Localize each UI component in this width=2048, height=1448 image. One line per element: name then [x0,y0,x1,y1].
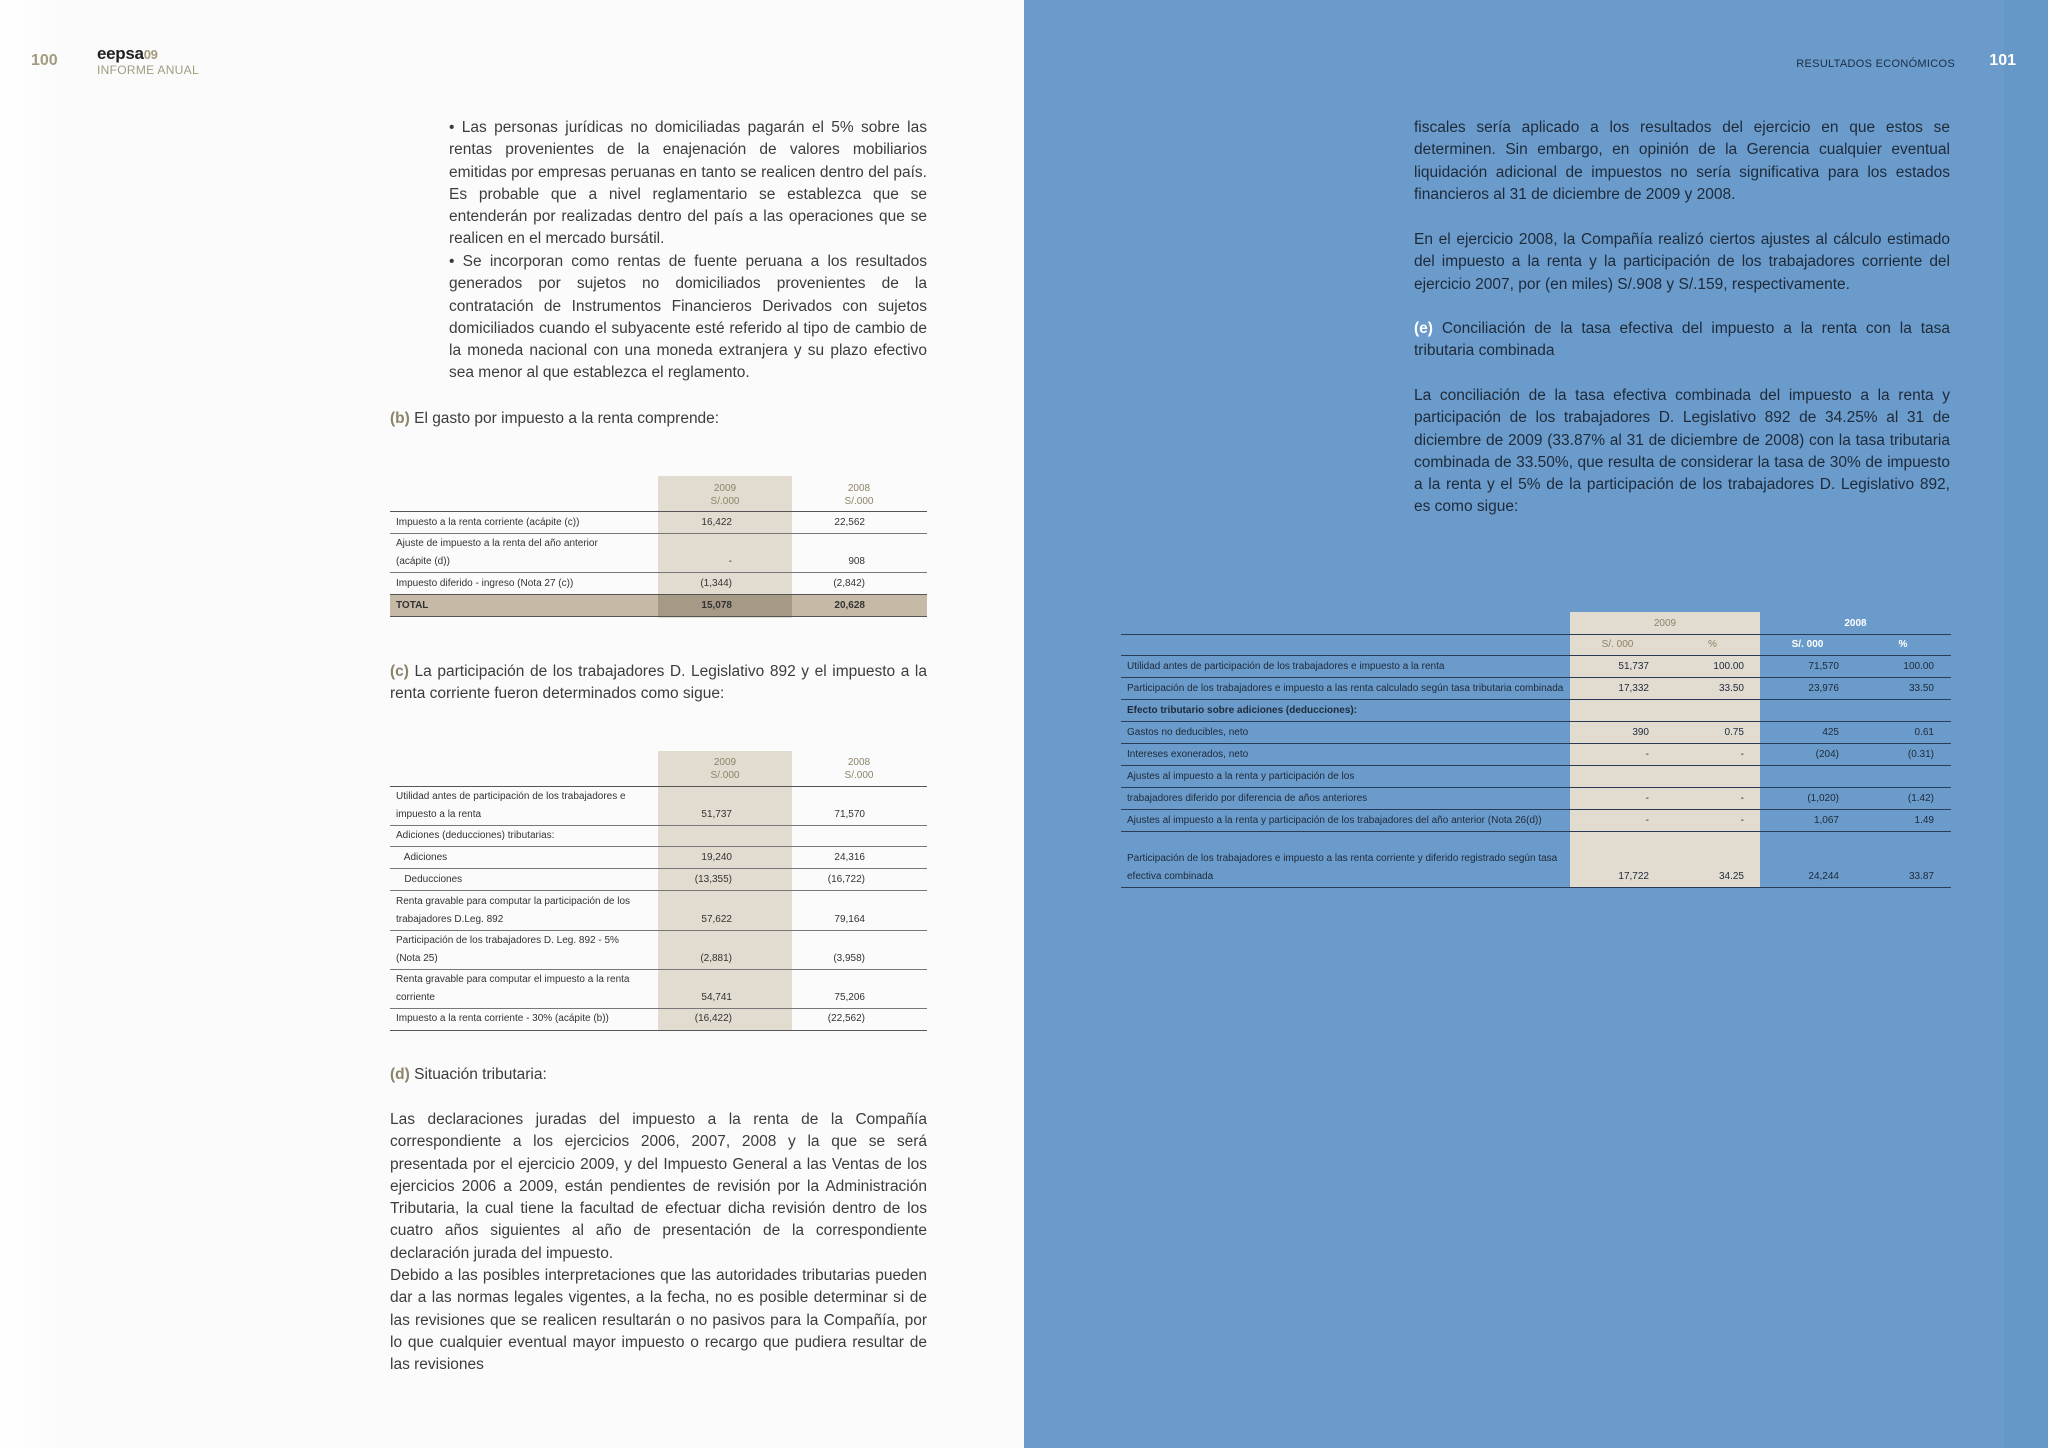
row-label: Adiciones [396,852,448,863]
divider [1121,743,1951,744]
row-value-2008: 22,562 [834,517,865,528]
section-b-heading [390,408,927,430]
row-value-2008: 908 [848,556,865,567]
value-2009: - [1645,793,1649,804]
page-number-left: 100 [31,52,58,69]
section-d-text: Situación tributaria: [409,1066,547,1083]
row-label: Adiciones (deducciones) tributarias: [396,830,555,841]
divider [390,825,927,826]
row-value-2009: 57,622 [701,914,732,925]
pct-2008: (1.42) [1907,793,1934,804]
divider [1121,655,1951,656]
divider [1121,831,1951,832]
row-label: Ajuste de impuesto a la renta del año anterior [396,538,598,549]
value-2008: 425 [1822,727,1839,738]
row-value-2008: (2,842) [833,578,865,589]
divider [1121,699,1951,700]
col2-header [792,482,926,508]
row-label: Impuesto diferido - ingreso (Nota 27 (c)) [396,578,574,589]
row-value-2009: (13,355) [694,874,732,885]
row-value-2008: 79,164 [834,914,865,925]
row-label: Utilidad antes de participación de los trabajadores e impuesto a la renta [1127,661,1445,672]
col2-header [792,756,926,782]
page-number-right: 101 [1989,52,2016,69]
total-label: TOTAL [396,600,429,611]
row-label: Renta gravable para computar la participación de los [396,896,631,907]
table-participation [390,751,927,1031]
section-d-paragraph-1: Las declaraciones juradas del impuesto a la renta de la Compañía correspondiente a los ejercicios 2006, 2007, 2008 y la que se será presentada por el ejercicio 2009, y del Impuesto General a las Ventas de los ejercicios 2006 a 2009, están pendientes de revisión por la Administración Tributaria, la cual tiene la facultad de efectuar dicha revisión dentro de los cuatro años siguientes al año de presentación de la correspondiente declaración jurada del impuesto. [390,1111,927,1262]
divider [390,969,927,970]
right-paragraph-2: En el ejercicio 2008, la Compañía realizó ciertos ajustes al cálculo estimado del impuesto a la renta y la participación de los trabajadores corriente del ejercicio 2007, por (en miles) S/.908 y S/.159, respectivamente. [1414,231,1950,293]
col2-unit: S/.000 [844,496,874,507]
section-e-label: (e) [1414,320,1433,337]
divider [390,786,927,787]
row-label: Intereses exonerados, neto [1127,749,1249,760]
row-label: trabajadores diferido por diferencia de años anteriores [1127,793,1368,804]
row-value-2009: 19,240 [701,852,732,863]
value-2008: (1,020) [1807,793,1839,804]
col1-year: 2009 [713,483,737,494]
value-2008: 1,067 [1813,815,1839,826]
row-value-2008: 75,206 [834,992,865,1003]
divider [1121,787,1951,788]
section-c-label: (c) [390,663,409,680]
divider [390,511,927,512]
row-value-2008: (16,722) [827,874,865,885]
total-value-2009: 15,078 [701,600,732,611]
row-label: Ajustes al impuesto a la renta y participación de los trabajadores del año anterior (Nota 26(d)) [1127,815,1542,826]
row-label: Gastos no deducibles, neto [1127,727,1249,738]
row-value-2009: (1,344) [700,578,732,589]
divider [1121,765,1951,766]
row-label-cont: impuesto a la renta [396,809,482,820]
value-2009: 390 [1632,727,1649,738]
final-pct-2008: 33.87 [1908,871,1934,882]
divider [1121,721,1951,722]
section-d-label: (d) [390,1066,410,1083]
section-b-text: El gasto por impuesto a la renta comprende: [409,410,720,427]
row-value-2009: 16,422 [701,517,732,528]
bullet-paragraph-2: • Se incorporan como rentas de fuente peruana a los resultados generados por sujetos no domiciliados provenientes de la contratación de Instrumentos Financieros Derivados con sujetos domiciliados cuando el subyacente esté referido al tipo de cambio de la moneda nacional con una moneda extranjera y su plazo efectivo sea menor al que establezca el reglamento. [449,253,927,382]
section-e-text: Conciliación de la tasa efectiva del impuesto a la renta con la tasa tributaria combinada [1414,320,1950,360]
section-title: RESULTADOS ECONÓMICOS [1796,58,1955,70]
pct-2008: 33.50 [1908,683,1934,694]
divider [390,1030,927,1031]
col2-year: 2008 [847,757,871,768]
value-2009: - [1645,815,1649,826]
row-value-2008: (3,958) [833,953,865,964]
brand-subtitle: INFORME ANUAL [97,63,199,77]
row-label-cont: (acápite (d)) [396,556,450,567]
value-2009: 51,737 [1618,661,1649,672]
pct-2009: 33.50 [1718,683,1744,694]
pct-2009: 100.00 [1713,661,1744,672]
divider [1121,809,1951,810]
total-value-2008: 20,628 [834,600,865,611]
brand-year: 09 [143,47,158,62]
row-label-cont: corriente [396,992,435,1003]
row-label: Deducciones [396,874,463,885]
row-label: Impuesto a la renta corriente (acápite (c)) [396,517,580,528]
col1-year: 2009 [713,757,737,768]
row-label: Renta gravable para computar el impuesto a la renta [396,974,630,985]
pct-header-2009: % [1708,639,1717,650]
row-value-2009: (16,422) [694,1013,732,1024]
brand-name: eepsa [97,44,144,63]
year-2008-header: 2008 [1844,618,1867,629]
row-label-bold: Efecto tributario sobre adiciones (deducciones): [1127,705,1358,716]
row-label: Ajustes al impuesto a la renta y participación de los [1127,771,1355,782]
final-pct-2009: 34.25 [1718,871,1744,882]
row-value-2008: 71,570 [834,809,865,820]
row-value-2009: 51,737 [701,809,732,820]
col1-unit: S/.000 [710,496,740,507]
divider [390,930,927,931]
pct-header-2008: % [1898,639,1908,650]
divider [390,868,927,869]
right-paragraph-3: La conciliación de la tasa efectiva combinada del impuesto a la renta y participación de los trabajadores D. Legislativo 892 de 34.25% al 31 de diciembre de 2009 (33.87% al 31 de diciembre de 2008) con la tasa tributaria combinada de 33.50%, que resulta de considerar la tasa de 30% de impuesto a la renta y el 5% de la participación de los trabajadores D. Legislativo 892, es como sigue: [1414,387,1950,516]
pct-2008: (0.31) [1907,749,1934,760]
value-2009: - [1645,749,1649,760]
pct-2009: - [1740,749,1744,760]
divider [390,616,927,617]
divider [390,533,927,534]
divider [1121,634,1951,635]
section-c-text: La participación de los trabajadores D. Legislativo 892 y el impuesto a la renta corriente fueron determinados como sigue: [390,663,927,703]
row-label-cont: (Nota 25) [396,953,438,964]
divider [390,572,927,573]
col2-unit: S/.000 [844,770,874,781]
pct-2009: 0.75 [1724,727,1744,738]
divider [390,846,927,847]
row-label: Participación de los trabajadores e impuesto a las renta calculado según tasa tributaria combinada [1127,683,1564,694]
section-d-heading [390,1064,927,1086]
section-e-heading [1414,318,1950,363]
divider [1121,677,1951,678]
col1-header [658,482,792,508]
brand-logo [97,44,158,64]
divider [1121,887,1951,888]
row-value-2009: - [728,556,732,567]
unit-header-2008: S/. 000 [1791,639,1824,650]
pct-2008: 100.00 [1903,661,1934,672]
pct-2009: - [1740,793,1744,804]
right-paragraph-1: fiscales sería aplicado a los resultados del ejercicio en que estos se determinen. Sin embargo, en opinión de la Gerencia cualquier eventual liquidación adicional de impuestos no sería significativa para los estados financieros al 31 de diciembre de 2009 y 2008. [1414,119,1950,203]
table-tax-expense [390,476,927,618]
pct-2008: 1.49 [1914,815,1934,826]
final-row-label: Participación de los trabajadores e impuesto a las renta corriente y diferido registrado según tasa [1127,853,1558,864]
col1-header [658,756,792,782]
final-value-2009: 17,722 [1618,871,1649,882]
value-2008: 71,570 [1808,661,1839,672]
col2-year: 2008 [847,483,871,494]
section-d-paragraph-2: Debido a las posibles interpretaciones que las autoridades tributarias pueden dar a las normas legales vigentes, a la fecha, no es posible determinar si de las revisiones que se realicen resultarán o no pasivos para la Compañía, por lo que cualquier eventual mayor impuesto o recargo que pudiera resultar de las revisiones [390,1267,927,1374]
row-value-2008: (22,562) [827,1013,865,1024]
bullet-paragraph-1: • Las personas jurídicas no domiciliadas pagarán el 5% sobre las rentas provenientes de la enajenación de valores mobiliarios emitidas por empresas peruanas en tanto se realicen dentro del país. Es probable que a nivel reglamentario se establezca que se entenderán por realizadas dentro del país a las operaciones que se realicen en el mercado bursátil. [449,119,927,248]
divider [390,890,927,891]
value-2008: 23,976 [1808,683,1839,694]
pct-2008: 0.61 [1914,727,1934,738]
row-value-2008: 24,316 [834,852,865,863]
row-value-2009: 54,741 [701,992,732,1003]
section-c-heading [390,661,927,706]
row-label-cont: trabajadores D.Leg. 892 [396,914,504,925]
page-edge [2004,0,2048,1448]
row-label: Impuesto a la renta corriente - 30% (acápite (b)) [396,1013,609,1024]
final-value-2008: 24,244 [1808,871,1839,882]
unit-header-2009: S/. 000 [1601,639,1634,650]
section-b-label: (b) [390,410,410,427]
col1-unit: S/.000 [710,770,740,781]
value-2009: 17,332 [1618,683,1649,694]
final-row-label-cont: efectiva combinada [1127,871,1214,882]
row-label: Participación de los trabajadores D. Leg. 892 - 5% [396,935,619,946]
year-2009-header: 2009 [1653,618,1677,629]
row-value-2009: (2,881) [700,953,732,964]
value-2008: (204) [1815,749,1839,760]
pct-2009: - [1740,815,1744,826]
row-label: Utilidad antes de participación de los trabajadores e [396,791,626,802]
divider [390,1008,927,1009]
